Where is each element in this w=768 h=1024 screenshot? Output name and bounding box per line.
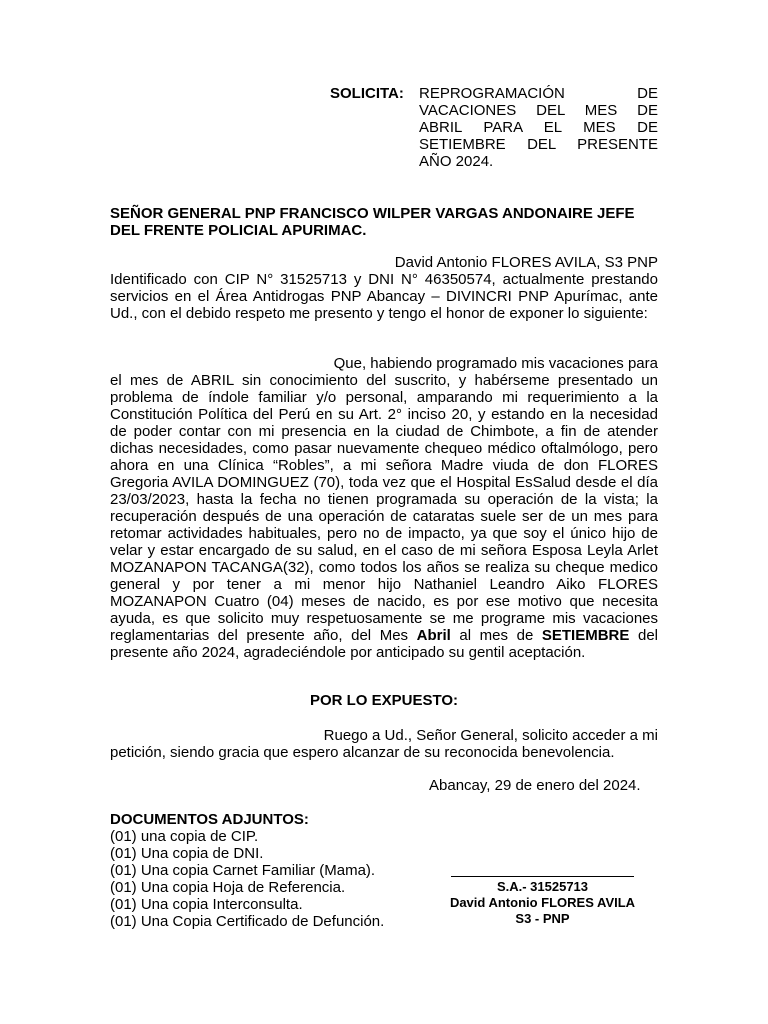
addressee: SEÑOR GENERAL PNP FRANCISCO WILPER VARGAS ANDONAIRE JEFE DEL FRENTE POLICIAL APURIMAC.: [110, 205, 635, 239]
intro-text: Identificado con CIP N° 31525713 y DNI N° 46350574, actualmente prestando servicios en el Área Antidrogas PNP Abancay – DIVINCRI PNP Apurímac, ante Ud., con el debido respeto me presento y tengo el honor de exponer lo siguiente:: [110, 271, 658, 322]
signature-name: David Antonio FLORES AVILA: [449, 895, 636, 910]
signature-line: [451, 876, 634, 877]
solicita-line: VACACIONES DEL MES DE: [419, 102, 658, 119]
solicita-label: SOLICITA:: [330, 85, 404, 102]
intro-first-line: David Antonio FLORES AVILA, S3 PNP: [394, 254, 658, 271]
solicita-subject: [419, 85, 658, 170]
date-line: Abancay, 29 de enero del 2024.: [429, 777, 641, 794]
body-first-line: Que, habiendo programado mis vacaciones para: [333, 355, 658, 372]
documents-list: [110, 811, 384, 930]
intro-paragraph: [110, 254, 658, 322]
document-item: (01) Una copia Interconsulta.: [110, 896, 303, 913]
por-lo-expuesto-heading: POR LO EXPUESTO:: [309, 692, 459, 709]
document-item: (01) una copia de CIP.: [110, 828, 259, 845]
signature-id: S.A.- 31525713: [496, 879, 589, 894]
solicita-line: SETIEMBRE DEL PRESENTE: [419, 136, 658, 153]
document-item: (01) Una Copia Certificado de Defunción.: [110, 913, 385, 930]
body-paragraph: [110, 355, 658, 661]
body-bold-month-2: SETIEMBRE: [541, 627, 630, 644]
body-text-3: del presente año 2024, agradeciéndole por anticipado su gentil aceptación.: [110, 627, 659, 661]
signature-block: [430, 879, 655, 927]
body-text-1: el mes de ABRIL sin conocimiento del suscrito, y habérseme presentado un problema de índole familiar y/o personal, amparando mi requerimiento a la Constitución Política del Perú en su Art. 2° inciso 20, y estando en la necesidad de poder contar con mi presencia en la ciudad de Chimbote, a fin de atender dichas necesidades, como pasar nuevamente chequeo médico oftalmólogo, pero ahora en una Clínica “Robles”, a mi señora Madre viuda de don FLORES Gregoria AVILA DOMINGUEZ (70), toda vez que el Hospital EsSalud desde el día 23/03/2023, hasta la fecha no tienen programada su operación de la vista; la recuperación después de una operación de cataratas suele ser de un mes para retomar actividades habituales, pero no de impacto, ya que soy el único hijo de velar y estar encargado de su salud, en el caso de mi señora Esposa Leyla Arlet MOZANAPON TACANGA(32), como todos los años se realiza su cheque medico general y por tener a mi menor hijo Nathaniel Leandro Aiko FLORES MOZANAPON Cuatro (04) meses de nacido, es por ese motivo que necesita ayuda, es que solicito muy respetuosamente se me programe mis vacaciones reglamentarias del presente año, del Mes: [110, 372, 658, 644]
document-item: (01) Una copia de DNI.: [110, 845, 264, 862]
documents-title: DOCUMENTOS ADJUNTOS:: [110, 811, 309, 828]
closing-first-line: Ruego a Ud., Señor General, solicito acceder a mi: [323, 727, 658, 744]
body-bold-month-1: Abril: [416, 627, 451, 644]
closing-paragraph: [110, 727, 658, 761]
solicita-line: ABRIL PARA EL MES DE: [419, 119, 658, 136]
document-item: (01) Una copia Hoja de Referencia.: [110, 879, 346, 896]
solicita-line: AÑO 2024.: [419, 153, 494, 170]
closing-text: petición, siendo gracia que espero alcanzar de su reconocida benevolencia.: [110, 744, 615, 761]
signature-rank: S3 - PNP: [515, 911, 570, 926]
body-text-2: al mes de: [459, 627, 534, 644]
document-item: (01) Una copia Carnet Familiar (Mama).: [110, 862, 376, 879]
solicita-line: REPROGRAMACIÓN DE: [419, 85, 658, 102]
